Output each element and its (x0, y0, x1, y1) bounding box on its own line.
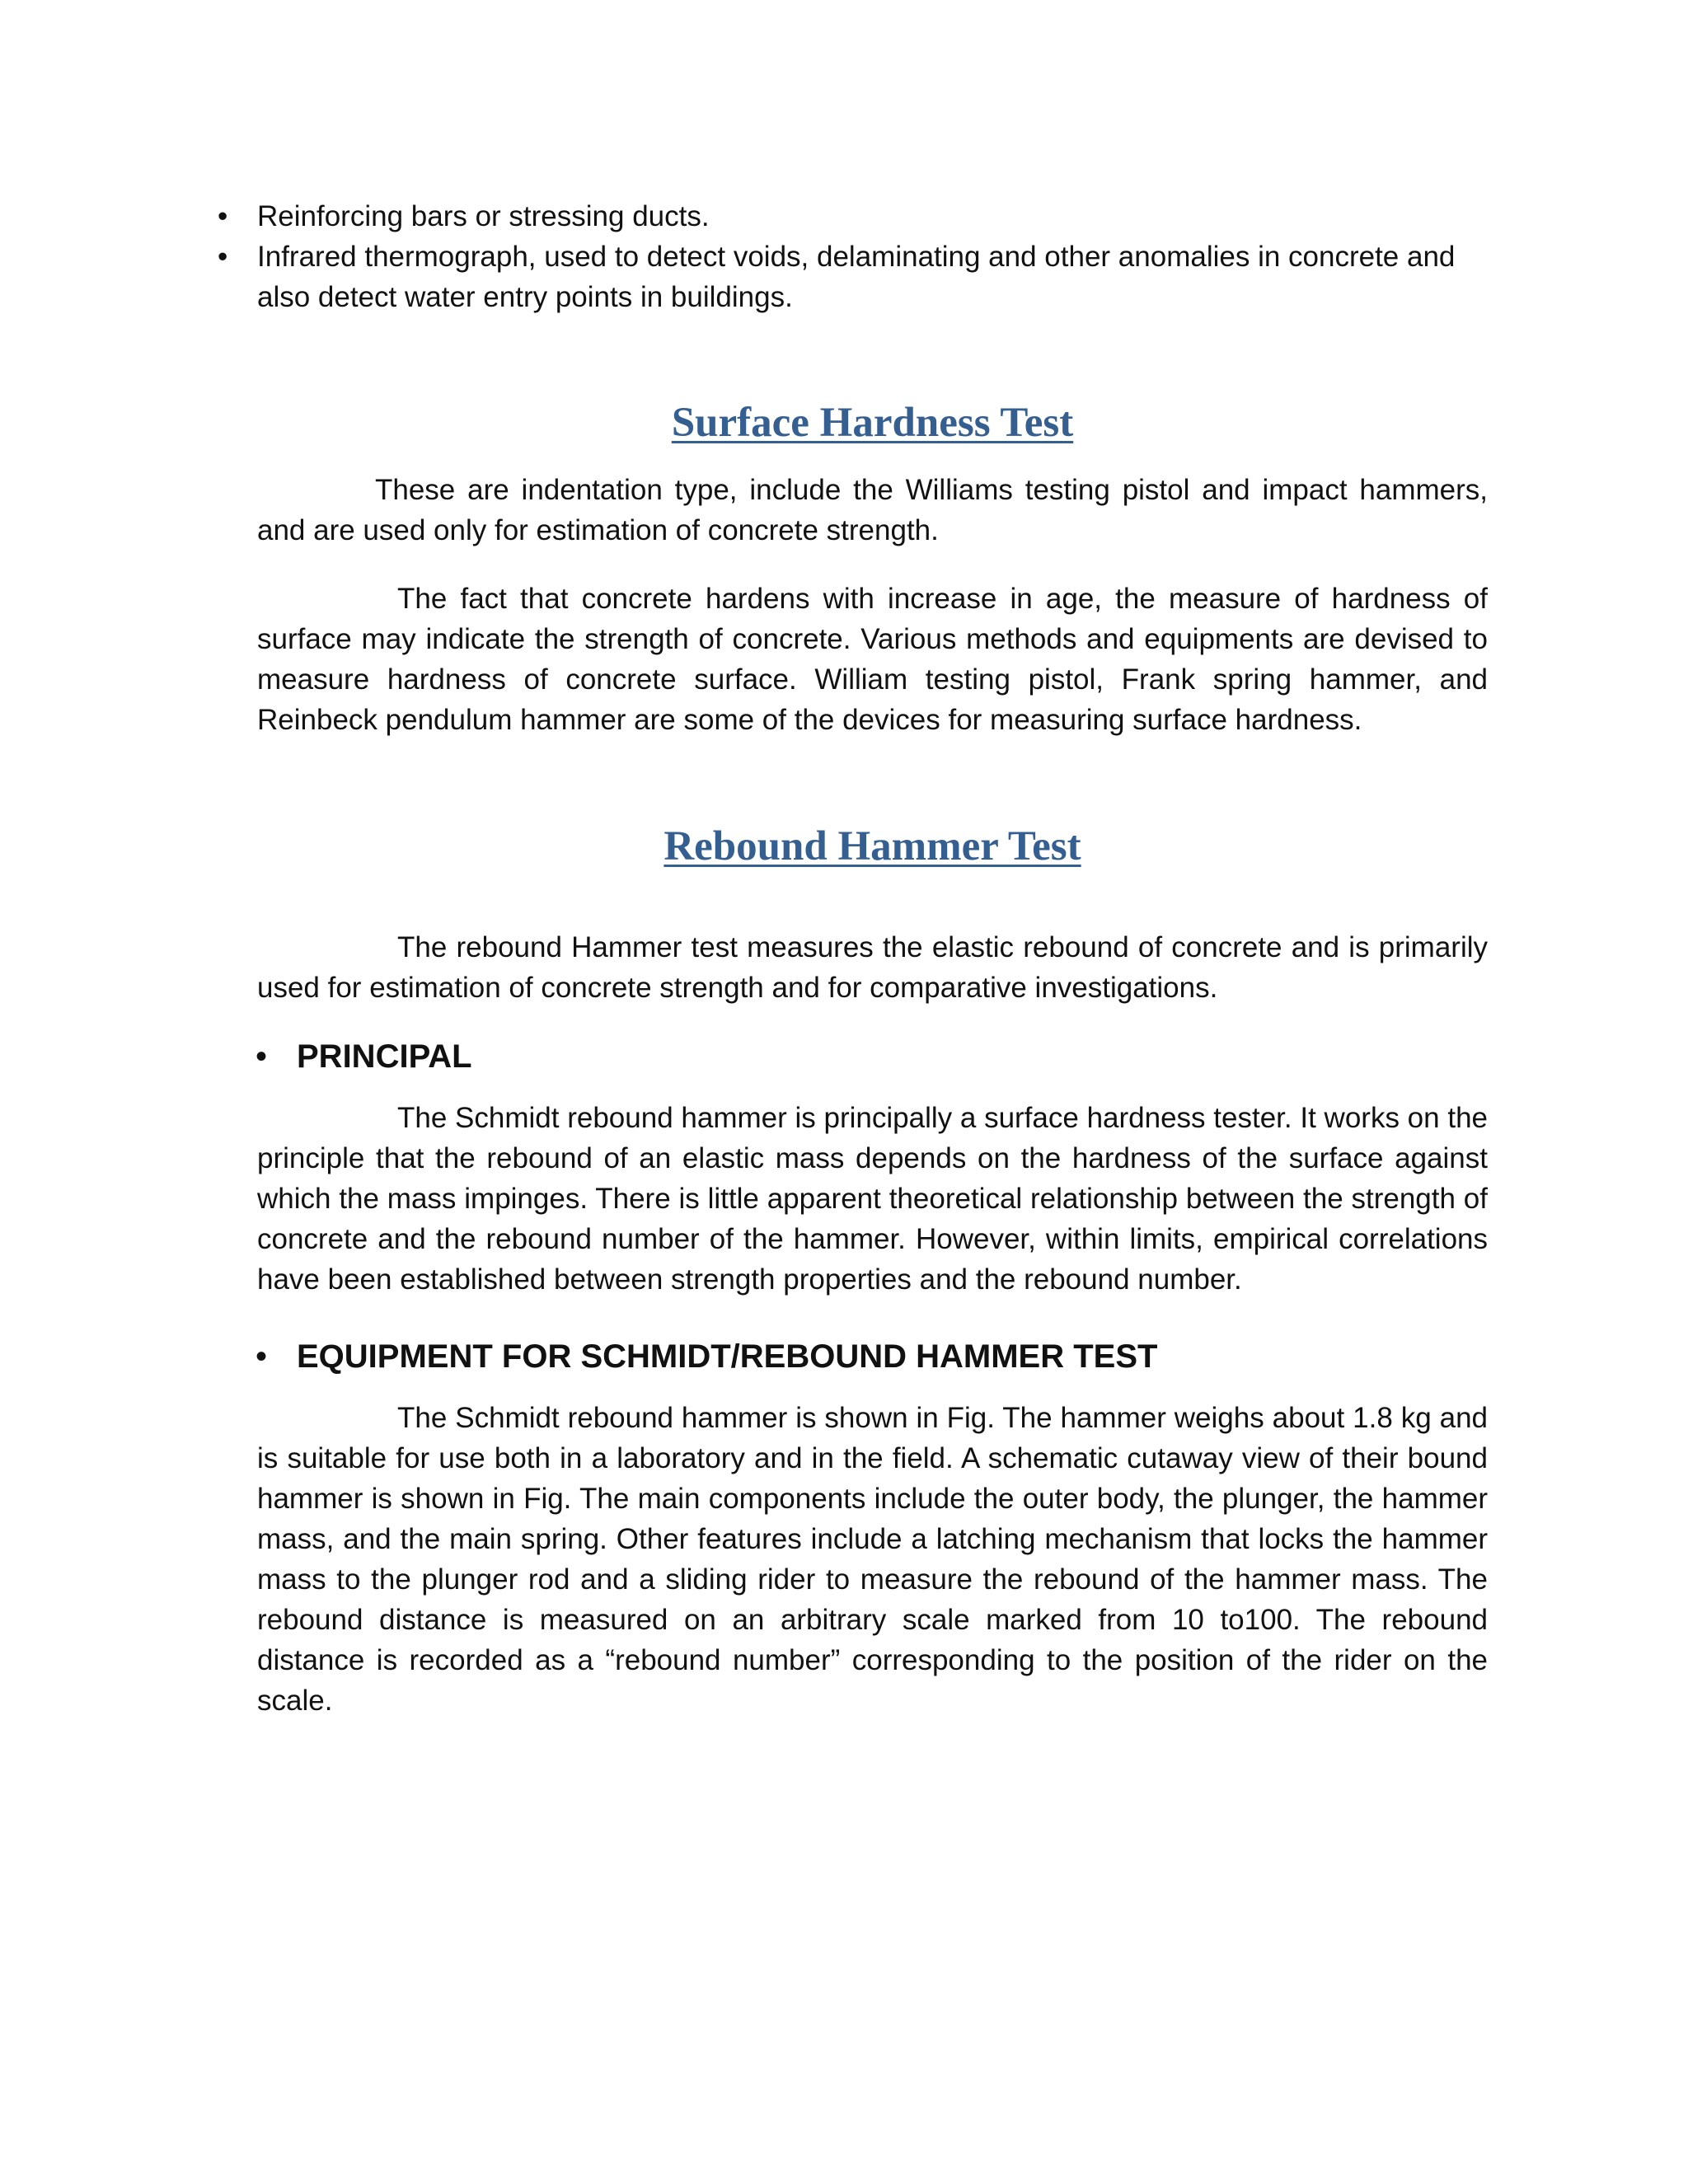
page-content (218, 196, 1488, 1721)
bullet-icon: • (218, 200, 228, 232)
list-item (218, 196, 1488, 237)
principal-heading (256, 1036, 1488, 1077)
surface-hardness-paragraph-2: The fact that concrete hardens with increase in age, the measure of hardness of surface may indicate the strength of concrete. Various methods and equipments are devised to measure hardness of concrete surface. William testing pistol, Frank spring hammer, and Reinbeck pendulum hammer are some of the devices for measuring surface hardness. (257, 583, 1488, 736)
surface-hardness-paragraph-1: These are indentation type, include the Williams testing pistol and impact hammers, and are used only for estimation of concrete strength. (257, 474, 1488, 546)
list-item-text: Reinforcing bars or stressing ducts. (257, 200, 710, 232)
list-item (218, 237, 1488, 317)
equipment-paragraph: The Schmidt rebound hammer is shown in Fig. The hammer weighs about 1.8 kg and is suitable for use both in a laboratory and in the field. A schematic cutaway view of their bound hammer is shown in Fig. The main components include the outer body, the plunger, the hammer mass, and the main spring. Other features include a latching mechanism that locks the hammer mass to the plunger rod and a sliding rider to measure the rebound of the hammer mass. The rebound distance is measured on an arbitrary scale marked from 10 to100. The rebound distance is recorded as a “rebound number” corresponding to the position of the rider on the scale. (257, 1402, 1488, 1717)
equipment-heading (256, 1336, 1488, 1377)
principal-heading-text: PRINCIPAL (297, 1038, 472, 1075)
bullet-icon: • (256, 1338, 268, 1375)
bullet-icon: • (218, 241, 228, 273)
top-bullet-list (218, 196, 1488, 317)
bullet-icon: • (256, 1038, 268, 1075)
rebound-hammer-heading: Rebound Hammer Test (663, 823, 1081, 869)
surface-hardness-heading: Surface Hardness Test (671, 400, 1074, 446)
rebound-hammer-intro: The rebound Hammer test measures the elastic rebound of concrete and is primarily used for estimation of concrete strength and for comparative investigations. (257, 931, 1488, 1004)
equipment-heading-text: EQUIPMENT FOR SCHMIDT/REBOUND HAMMER TEST (297, 1338, 1158, 1375)
principal-paragraph: The Schmidt rebound hammer is principally a surface hardness tester. It works on the principle that the rebound of an elastic mass depends on the hardness of the surface against which the mass impinges. There is little apparent theoretical relationship between the strength of concrete and the rebound number of the hammer. However, within limits, empirical correlations have been established between strength properties and the rebound number. (257, 1102, 1488, 1296)
list-item-text: Infrared thermograph, used to detect voids, delaminating and other anomalies in concrete and also detect water entry points in buildings. (257, 241, 1456, 313)
